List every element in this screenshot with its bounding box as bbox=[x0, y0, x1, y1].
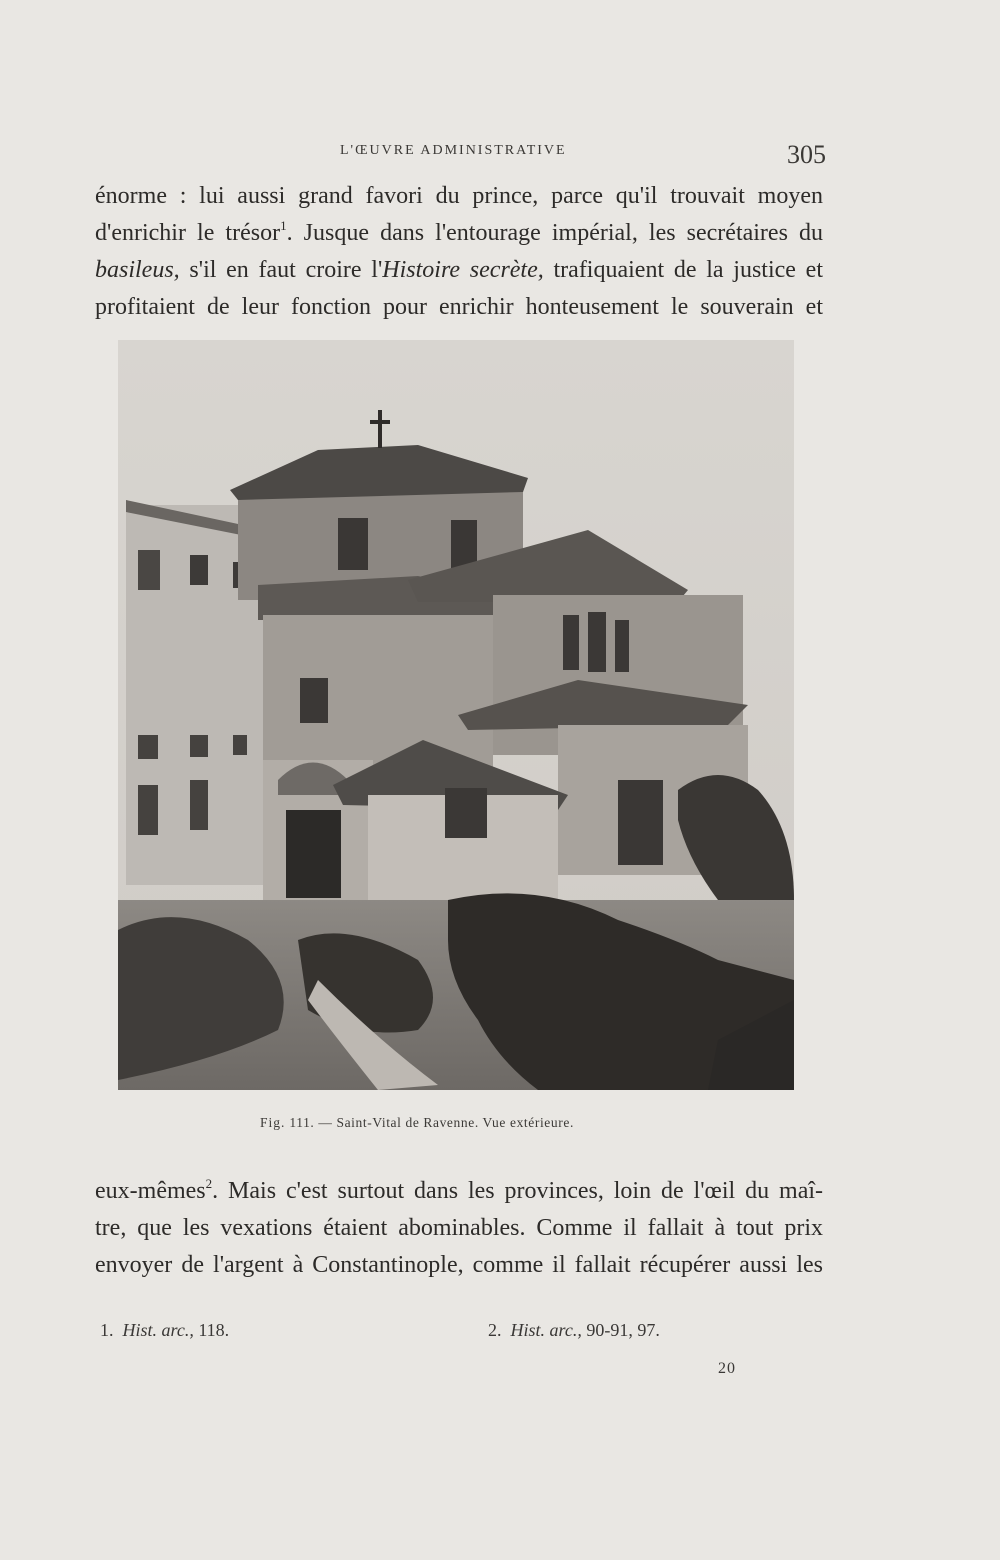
paragraph-bottom bbox=[95, 1173, 823, 1284]
footnote-ref[interactable]: 2 bbox=[205, 1176, 213, 1191]
text-line: basileus, s'il en faut croire l'Histoire secrète, trafiquaient de la justice et bbox=[95, 257, 824, 283]
paragraph-top bbox=[95, 178, 823, 326]
figure-caption-text: — Saint-Vital de Ravenne. Vue extérieure. bbox=[318, 1115, 574, 1130]
figure-number: 111. bbox=[289, 1115, 315, 1130]
footnote-2: 2. Hist. arc., 90-91, 97. bbox=[488, 1320, 660, 1340]
figure-photo-saint-vital bbox=[118, 340, 794, 1090]
text-line: tre, que les vexations étaient abominables. Comme il fallait à tout prix bbox=[95, 1215, 823, 1241]
page-number: 305 bbox=[787, 140, 826, 169]
text-line: d'enrichir le trésor$^1$. Jusque dans l'entourage impérial, les secrétaires du bbox=[95, 218, 824, 246]
text-line: énorme : lui aussi grand favori du prince, parce qu'il trouvait moyen bbox=[95, 183, 823, 209]
church-photograph bbox=[118, 340, 794, 1090]
figure-caption bbox=[260, 1115, 680, 1131]
footnote-ref[interactable]: 1 bbox=[280, 218, 287, 233]
text-line: eux-mêmes$^2$. Mais c'est surtout dans les provinces, loin de l'œil du maî- bbox=[95, 1176, 823, 1204]
figure-label: Fig. bbox=[260, 1115, 286, 1130]
signature-mark: 20 bbox=[718, 1360, 736, 1377]
text-line: profitaient de leur fonction pour enrichir honteusement le souverain et bbox=[95, 294, 823, 320]
running-title: L'ŒUVRE ADMINISTRATIVE bbox=[340, 143, 567, 158]
text-line: envoyer de l'argent à Constantinople, comme il fallait récupérer aussi les bbox=[95, 1252, 823, 1278]
footnote-1: 1. Hist. arc., 118. bbox=[100, 1320, 230, 1340]
